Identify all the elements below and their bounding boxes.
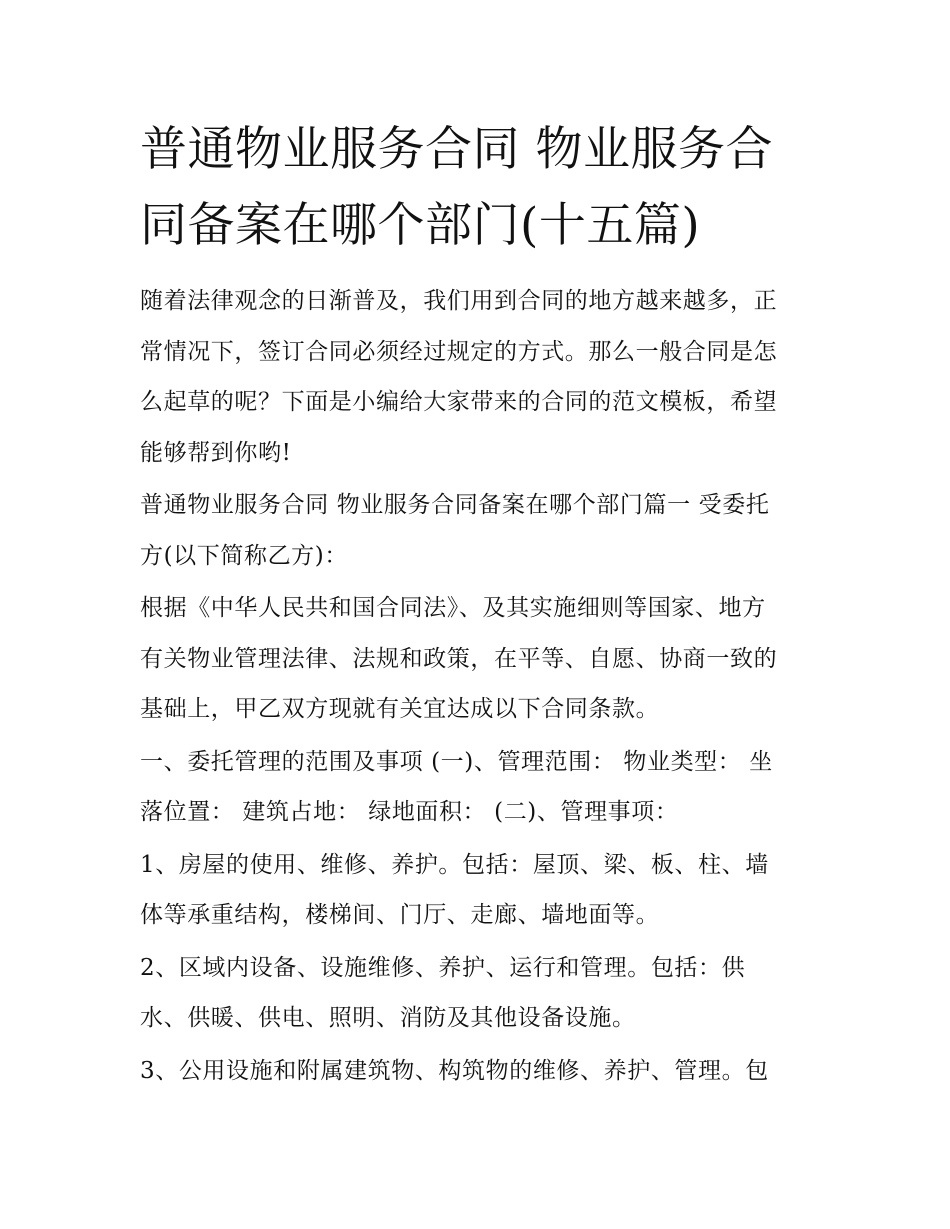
- text-line: 随着法律观念的日渐普及，我们用到合同的地方越来越多，正: [140, 288, 778, 314]
- text-line: 普通物业服务合同 物业服务合同备案在哪个部门篇一 受委托: [140, 492, 770, 518]
- clause-3-paragraph: [140, 1046, 820, 1097]
- clause-1-paragraph: [140, 840, 820, 941]
- legal-basis-paragraph: [140, 583, 820, 735]
- text-line: 2、区域内设备、设施维修、养护、运行和管理。包括：供: [140, 954, 746, 981]
- document-title: [140, 112, 820, 264]
- text-line: 水、供暖、供电、照明、消防及其他设备设施。: [140, 1005, 636, 1031]
- text-line: 根据《中华人民共和国合同法》、及其实施细则等国家、地方: [140, 595, 766, 621]
- title-line: 普通物业服务合同 物业服务合: [140, 122, 773, 177]
- text-line: 落位置： 建筑占地： 绿地面积： (二)、管理事项：: [140, 799, 679, 825]
- scope-paragraph: [140, 737, 820, 838]
- intro-paragraph: [140, 276, 820, 478]
- text-line: 方(以下简称乙方)：: [140, 542, 348, 569]
- text-line: 1、房屋的使用、维修、养护。包括：屋顶、梁、板、柱、墙: [140, 851, 769, 878]
- clause-2-paragraph: [140, 943, 820, 1044]
- text-line: 常情况下，签订合同必须经过规定的方式。那么一般合同是怎: [140, 338, 778, 365]
- section-heading-paragraph: [140, 480, 820, 581]
- text-line: 基础上，甲乙双方现就有关宜达成以下合同条款。: [140, 696, 660, 722]
- text-line: 有关物业管理法律、法规和政策，在平等、自愿、协商一致的: [140, 645, 778, 672]
- text-line: 一、委托管理的范围及事项 (一)、管理范围： 物业类型： 坐: [140, 748, 773, 775]
- text-line: 么起草的呢？下面是小编给大家带来的合同的范文模板，希望: [140, 389, 778, 415]
- text-line: 体等承重结构，楼梯间、门厅、走廊、墙地面等。: [140, 902, 660, 928]
- text-line: 3、公用设施和附属建筑物、构筑物的维修、养护、管理。包: [140, 1057, 769, 1084]
- document-body: [140, 276, 820, 1098]
- text-line: 能够帮到你哟!: [140, 439, 292, 466]
- title-line: 同备案在哪个部门(十五篇): [140, 198, 701, 253]
